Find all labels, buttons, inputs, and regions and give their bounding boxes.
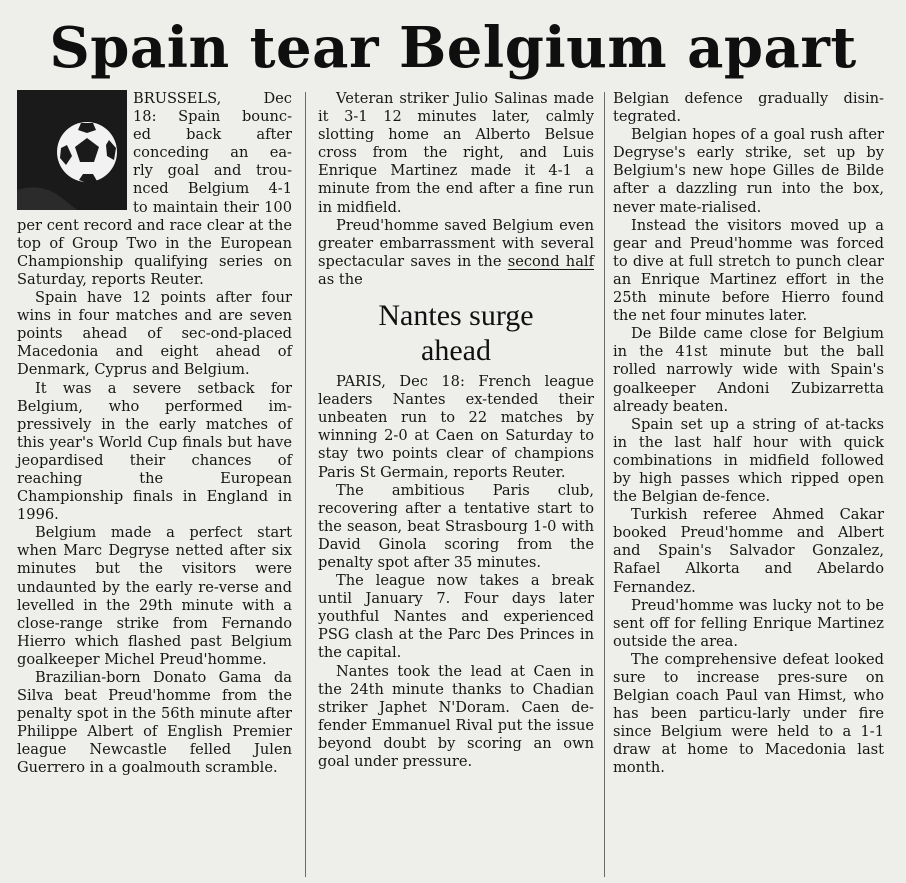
paragraph: Belgian defence gradually disin-tegrated. — [613, 90, 884, 126]
paragraph: Veteran striker Julio Salinas made it 3-1 12 minutes later, calmly slotting home an Alberto Belsue cross from the right, and Luis Enrique Martinez made it 4-1 a minute from the end after a fine run in midfield. — [318, 90, 594, 216]
paragraph: Spain set up a string of at-tacks in the last half hour with quick combinations in midfield followed by high passes which ripped open the Belgian de-fence. — [613, 415, 884, 506]
subheadline-line: Nantes surge — [378, 299, 534, 333]
intro-line: 18: Spain bounc- — [133, 108, 292, 126]
paragraph: It was a severe setback for Belgium, who performed im-pressively in the early matches of this year's World Cup finals but have jeopardised their chances of reaching the European Championship finals in England in 1996. — [17, 379, 292, 524]
subheadline-line: ahead — [421, 334, 491, 368]
football-icon — [17, 90, 127, 210]
paragraph-text: Preud'homme saved Belgium even greater embarrassment with several spectacular saves in the — [318, 216, 594, 270]
paragraph: Turkish referee Ahmed Cakar booked Preud'homme and Albert and Spain's Salvador Gonzalez, Rafael Alkorta and Abelardo Fernandez. — [613, 506, 884, 596]
paragraph-text: as the — [318, 270, 363, 288]
column-3 — [613, 90, 884, 778]
paragraph: Belgium made a perfect start when Marc Degryse netted after six minutes but the visitors were undaunted by the early re-verse and levelled in the 29th minute with a close-range strike from Fernando Hierro which flashed past Belgium goalkeeper Michel Preud'homme. — [17, 524, 292, 668]
intro-line: rly goal and trou- — [133, 162, 292, 180]
second-half-text: second half — [507, 252, 594, 270]
intro-line: ed back after — [133, 126, 292, 144]
football-graphic — [17, 90, 127, 210]
headline: Spain tear Belgium apart — [49, 15, 857, 81]
paragraph: The ambitious Paris club, recovering after a tentative start to the season, beat Strasbourg 1-0 with David Ginola scoring from the penalty spot after 35 minutes. — [318, 481, 594, 571]
column-rule — [305, 92, 306, 877]
paragraph: De Bilde came close for Belgium in the 41st minute but the ball rolled narrowly wide with Spain's goalkeeper Andoni Zubizarretta already beaten. — [613, 325, 884, 415]
paragraph: Preud'homme was lucky not to be sent off for felling Enrique Martinez outside the area. — [613, 596, 884, 650]
paragraph: Belgian hopes of a goal rush after Degryse's early strike, set up by Belgium's new hope Gilles de Bilde after a dazzling run into the box, never mate-rialised. — [613, 126, 884, 216]
paragraph: Nantes took the lead at Caen in the 24th minute thanks to Chadian striker Japhet N'Doram. Caen de-fender Emmanuel Rival put the issue beyond doubt by scoring an own goal under pressure. — [318, 662, 594, 770]
intro-line: BRUSSELS, Dec — [133, 90, 292, 107]
intro-rest: to maintain their 100 per cent record and race clear at the top of Group Two in the European Championship qualifying series on Saturday, reports Reuter. — [17, 198, 292, 288]
column-rule — [604, 92, 605, 877]
paragraph: Brazilian-born Donato Gama da Silva beat Preud'homme from the penalty spot in the 56th minute after Philippe Albert of English Premier league Newcastle felled Julen Guerrero in a goalmouth scramble. — [17, 669, 292, 777]
paragraph: The league now takes a break until January 7. Four days later youthful Nantes and experienced PSG clash at the Parc Des Princes in the capital. — [318, 572, 594, 662]
column-2 — [318, 90, 594, 771]
intro-line: nced Belgium 4-1 — [133, 180, 292, 198]
paragraph: Spain have 12 points after four wins in four matches and are seven points ahead of sec-ond-placed Macedonia and eight ahead of Denmark, Cyprus and Belgium. — [17, 289, 292, 379]
subheadline — [318, 298, 594, 368]
paragraph: Instead the visitors moved up a gear and Preud'homme was forced to dive at full stretch to punch clear an Enrique Martinez effort in the 25th minute before Hierro found the net four minutes later. — [613, 216, 884, 325]
column-1 — [17, 90, 292, 778]
paragraph: The comprehensive defeat looked sure to increase pres-sure on Belgian coach Paul van Himst, who has been particu-larly under fire since Belgium were held to a 1-1 draw at home to Macedonia last month. — [613, 650, 884, 777]
paragraph: PARIS, Dec 18: French league leaders Nantes ex-tended their unbeaten run to 22 matches by winning 2-0 at Caen on Saturday to stay two points clear of champions Paris St Germain, reports Reuter. — [318, 373, 594, 481]
paragraph — [318, 217, 594, 289]
intro-line: conceding an ea- — [133, 144, 292, 162]
